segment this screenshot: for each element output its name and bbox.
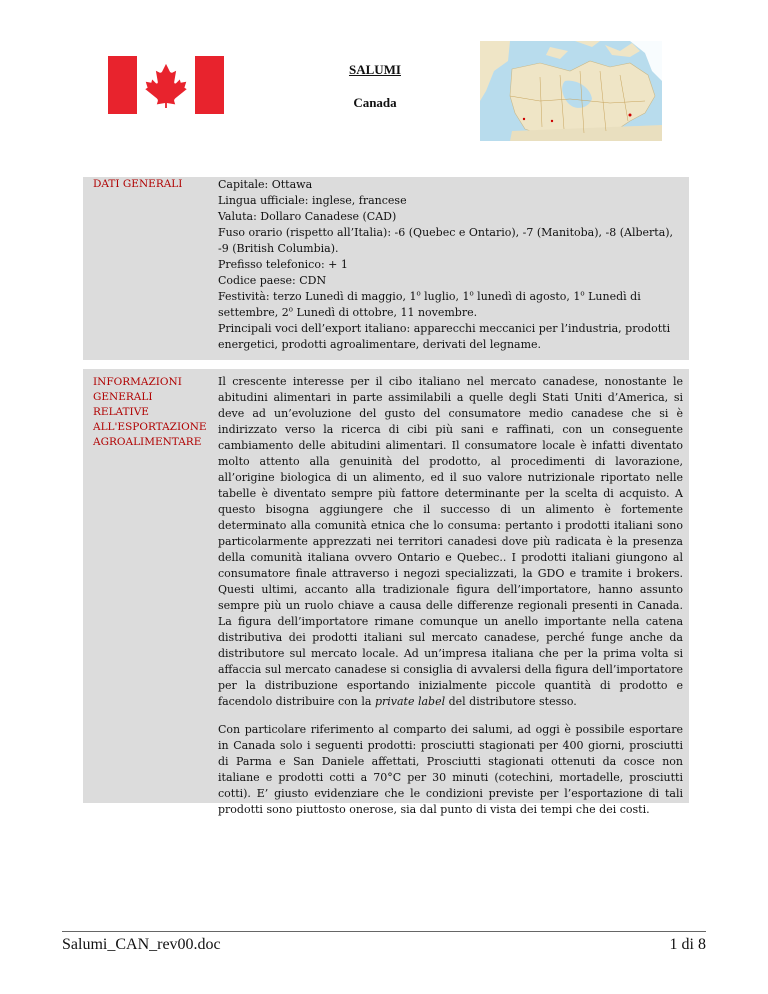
export-paragraph-1: Il crescente interesse per il cibo italiano nel mercato canadese, nonostante le abitudini alimentari in parte assimilabili a quelle degli Stati Uniti d’America, si deve ad un’evoluzione del gusto del consumatore medio canadese che si è indirizzato verso la ricerca di cibi più sani e raffinati, con un conseguente cambiamento delle abitudini alimentari. Il consumatore locale è infatti diventato molto attento alla genuinità del prodotto, al procedimenti di lavorazione, all’origine biologica di un alimento, ed il suo valore nutrizionale riportato nelle tabelle è diventato sempre più fattore determinante per la scelta di acquisto. A questo bisogna aggiungere che il successo di un alimento è fortemente determinato alla comunità etnica che lo consuma: pertanto i prodotti italiani sono particolarmente apprezzati nei territori canadesi dove più radicata è la presenza della comunità italiana ovvero Ontario e Quebec.. I prodotti italiani giungono al consumatore finale attraverso i negozi specializzati, la GDO e tramite i brokers. Questi ultimi, accanto alla tradizionale figura dell’importatore, hanno assunto sempre più un ruolo chiave a causa delle differenze regionali presenti in Canada. La figura dell’importatore rimane comunque un anello importante nella catena distributiva dei prodotti italiani sul mercato canadese, perché funge anche da distributore sul mercato locale. Ad un’impresa italiana che per la prima volta si affaccia sul mercato canadese si consiglia di avvalersi della figura dell’importatore per la distribuzione esportando inizialmente piccole quantità di prodotto e facendolo distribuire con la private label del distributore stesso. [218,375,683,708]
holidays-line: Festività: terzo Lunedì di maggio, 1$^o$ luglio, 1$^o$ lunedì di agosto, 1$^o$ Lunedì di settembre, 2$^o$ Lunedì di ottobre, 11 novembre. [218,289,641,319]
document-subtitle: Canada [353,95,397,110]
phone-prefix-line: Prefisso telefonico: + 1 [218,258,348,271]
export-items-line: Principali voci dell’export italiano: apparecchi meccanici per l’industria, prodotti energetici, prodotti agroalimentare, derivati del legname. [218,322,671,351]
timezone-line: Fuso orario (rispetto all’Italia): -6 (Quebec e Ontario), -7 (Manitoba), -8 (Alberta), -9 (British Columbia). [218,226,674,255]
footer-filename: Salumi_CAN_rev00.doc [62,936,221,953]
country-code-line: Codice paese: CDN [218,274,327,287]
footer-divider [62,931,706,932]
footer-page-number: 1 di 8 [669,936,706,953]
flag-right-band [195,56,224,114]
flag-left-band [108,56,137,114]
language-line: Lingua ufficiale: inglese, francese [218,194,407,207]
document-title: SALUMI [348,62,401,77]
canada-map-icon [480,41,662,141]
export-info-label: INFORMAZIONI GENERALI RELATIVE ALL'ESPORTAZIONE AGROALIMENTARE [93,376,207,448]
document-title-block [260,62,490,111]
maple-leaf-icon [143,62,189,108]
capital-line: Capitale: Ottawa [218,178,313,191]
general-data-section [83,177,689,360]
export-info-content [218,374,683,818]
general-data-label: DATI GENERALI [93,178,183,190]
general-data-content [218,177,683,353]
canada-flag-icon [108,56,224,114]
flag-center [137,56,195,114]
export-paragraph-2: Con particolare riferimento al comparto dei salumi, ad oggi è possibile esportare in Canada solo i seguenti prodotti: prosciutti stagionati per 400 giorni, prosciutti di Parma e San Daniele affettati, Prosciutti stagionati ottenuti da cosce non italiane e prodotti cotti a 70°C per 30 minuti (cotechini, mortadelle, prosciutti cotti). E’ giusto evidenziare che le condizioni previste per l’esportazione di tali prodotti sono piuttosto onerose, sia dal punto di vista dei tempi che dei costi. [218,723,683,816]
currency-line: Valuta: Dollaro Canadese (CAD) [218,210,397,223]
export-info-section [83,369,689,816]
